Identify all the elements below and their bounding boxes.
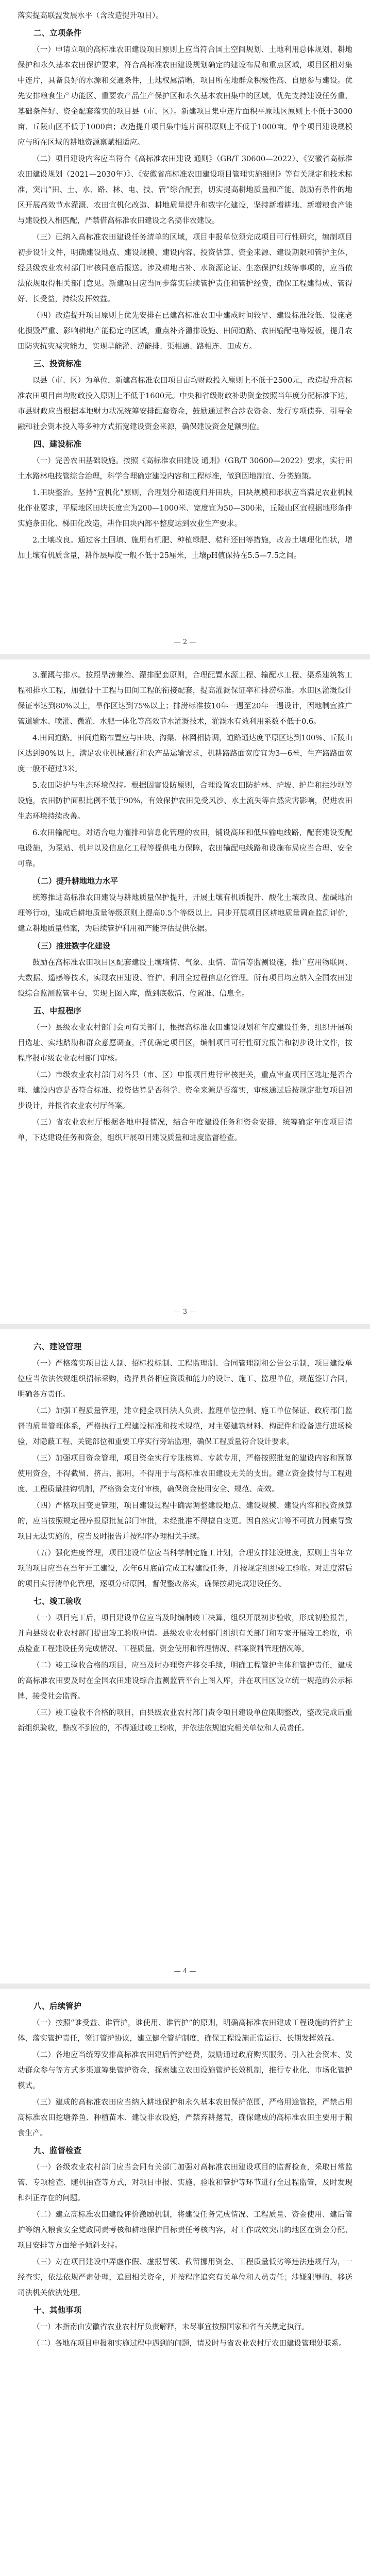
paragraph: 落实提高联盟发展水平（含改造提升项目）。 [18, 12, 163, 20]
section-heading: 五、申报程序 [33, 1006, 82, 1015]
section-heading: 八、后续管护 [33, 2002, 82, 2011]
paragraph: （三）加强项目资金管理，项目资金实行专账核算、专款专用，严格按照批复的建设内容和预算使用资金，不得截留、挤占、挪用，不得用于与高标准农田建设无关的支出。建立资金拨付与工程进度、工程质量挂钩机制，严格资金支付审核，确保资金使用安全、规范、高效。 [18, 1454, 352, 1494]
subsection-heading: （二）提升耕地地力水平 [33, 876, 119, 886]
paragraph: （三）已纳入高标准农田建设任务清单的区域，项目申报单位须完成项目可行性研究，编制项目初步设计文件，明确建设地点、建设规模、建设内容、投资估算、资金来源、建设期限和管护主体，经县级农业农村部门审核同意后报送。涉及耕地占补、水资源论证、生态保护红线等事项的，应当依法依规取得相关部门意见。新建项目应当同步落实后续管护责任和管护经费，确保工程建得成、管得好、长受益，持续发挥效益。 [18, 233, 352, 303]
paragraph: （五）强化进度管理，项目建设单位应当科学制定施工计划，合理安排建设进度，原则上当年立项的项目应当在当年开工建设，次年6月底前完成工程建设任务，并按规定组织竣工验收。对进度滞后的项目实行清单化管理，逐项分析原因，督促整改落实，确保按期完成建设任务。 [18, 1549, 352, 1588]
paragraph: （一）申请立项的高标准农田建设项目原则上应当符合国土空间规划、土地利用总体规划、耕地保护和永久基本农田保护要求，符合高标准农田建设规划确定的建设布局和重点区域，项目区相对集中连片，具备良好的水源和交通条件，土地权属清晰，项目所在地群众积极性高、自愿参与建设。优先安排粮食生产功能区、重要农产品生产保护区和永久基本农田集中的区域，优先支持建设任务重、基础条件好、资金配套落实的项目县（市、区）。新建项目集中连片面积平原地区原则上不低于3000亩、丘陵山区不低于1000亩；改造提升项目集中连片面积原则上不低于1000亩。单个项目建设规模应与所在区域的耕地资源禀赋相适应。 [18, 46, 352, 147]
page-number: — 2 — [174, 638, 196, 646]
section-heading: 九、监督检查 [33, 2146, 82, 2155]
section-heading: 十、其他事项 [33, 2306, 82, 2315]
paragraph: （二）各地在项目申报和实施过程中遇到的问题，请及时与省农业农村厅农田建设管理处联系。 [32, 2340, 346, 2348]
paragraph: 1.田块整治。坚持“宜机化”原则，合理划分和适度归并田块，田块规模和形状应当满足农业机械化作业要求，平原地区田块长度宜为200—1000米、宽度宜为50—300米，丘陵山区宜根据地形条件实施条田化、梯田化改造，耕作田块内部平整度达到农业生产要求。 [18, 489, 352, 528]
paragraph: （一）严格落实项目法人制、招标投标制、工程监理制、合同管理制和公告公示制，项目建设单位应当依法依规组织招标采购，选择具备相应资质和能力的设计、施工、监理单位，规范签订合同，明确各方责任。 [18, 1360, 352, 1399]
paragraph: 2.土壤改良。通过客土回填、施用有机肥、种植绿肥、秸秆还田等措施，改善土壤理化性状，增加土壤有机质含量，耕作层厚度一般不低于25厘米，土壤pH值保持在5.5—7.5之间。 [18, 536, 352, 560]
paragraph: （三）竣工验收不合格的项目，由县级农业农村部门责令项目建设单位限期整改，整改完成后重新组织验收，整改不到位的，不得通过竣工验收，并依法依规追究相关单位和人员责任。 [18, 1709, 352, 1733]
paragraph: 5.农田防护与生态环境保持。根据因害设防原则，合理设置农田防护林、护坡、护岸和拦沙坝等设施，农田防护面积比例不低于90%，有效保护农田免受风沙、水土流失等自然灾害影响，促进农田生态环境持续改善。 [18, 782, 352, 821]
page-body [18, 8, 352, 564]
paragraph: （二）各地应当统筹安排高标准农田建后管护经费，鼓励通过政府购买服务、引入社会资本、发动群众参与等方式多渠道筹集管护资金，探索建立农田设施管护长效机制，推行专业化、市场化管护模式。 [18, 2051, 352, 2090]
paragraph: （二）竣工验收合格的项目，应当及时办理资产移交手续，明确工程管护主体和管护责任，建成的高标准农田要及时在全国农田建设综合监测监管平台上图入库，并在项目区设立统一规范的公示标牌，接受社会监督。 [18, 1662, 352, 1701]
section-heading: 二、立项条件 [33, 28, 82, 38]
paragraph: （二）建立高标准农田建设评价激励机制，将建设任务完成情况、工程质量、资金使用、建后管护等纳入粮食安全党政同责考核和耕地保护目标责任考核内容，对工作成效突出的地区在资金分配、项目安排等方面给予倾斜支持。 [18, 2211, 352, 2250]
page-body [18, 668, 352, 1146]
paragraph: 以县（市、区）为单位，新建高标准农田项目亩均财政投入原则上不低于2500元，改造提升高标准农田项目亩均财政投入原则上不低于1600元。中央和省级财政补助资金按照当年度分配标准下达，市县财政应当根据本地财力状况统筹安排配套资金，鼓励通过整合涉农资金、发行专项债券、引导金融和社会资本投入等多种方式拓宽建设资金来源，确保建设资金足额到位。 [18, 377, 352, 431]
document-page [0, 659, 370, 1324]
page-body [18, 1338, 352, 1736]
paragraph: 4.田间道路。田间道路布置应与田块、沟渠、林网相协调，道路通达度平原区达到100%、丘陵山区达到90%以上，满足农业机械通行和农产品运输需求，机耕路路面宽度宜为3—6米，生产路路面宽度一般不超过3米。 [18, 734, 352, 773]
paragraph: （四）改造提升项目原则上优先安排在已建高标准农田中建成时间较早、建设标准较低、设施老化损毁严重、影响耕地产能稳定的区域，重点补齐灌排设施、田间道路、农田输配电等短板，提升农田防灾抗灾减灾能力，实现旱能灌、涝能排、渠相通、路相连、田成方。 [18, 312, 352, 351]
page-number: — 4 — [174, 1968, 196, 1975]
section-heading: 四、建设标准 [33, 439, 82, 449]
paragraph: （三）建成的高标准农田应当纳入耕地保护和永久基本农田保护范围，严格用途管控，严禁占用高标准农田挖塘养鱼、种植苗木、建设非农设施，严禁弃耕撂荒，确保建成的高标准农田主要用于粮食生产。 [18, 2098, 352, 2138]
paragraph: 统筹推进高标准农田建设与耕地质量保护提升，开展土壤有机质提升、酸化土壤改良、盐碱地治理等行动，建成后耕地质量等级原则上提高0.5个等级以上。同步开展项目区耕地质量调查监测评价，建立耕地质量档案，为后续管护利用和产能评估提供依据。 [18, 894, 352, 933]
document-page [0, 1329, 370, 1984]
paragraph: （一）各级农业农村部门应当会同有关部门加强对高标准农田建设项目的监督检查，采取日常监管、专项检查、随机抽查等方式，对项目申报、实施、验收和管护等环节进行全过程监管，及时发现和纠正存在的问题。 [18, 2163, 352, 2202]
paragraph: （一）本指南由安徽省农业农村厅负责解释，未尽事宜按照国家和省有关规定执行。 [32, 2323, 309, 2331]
paragraph: （三）对在项目建设中弄虚作假、虚报冒领、截留挪用资金、工程质量低劣等违法违规行为，一经查实，依法依规严肃处理，追回相关资金，并按程序追究有关单位和人员责任；涉嫌犯罪的，移送司法机关依法处理。 [18, 2258, 352, 2297]
paragraph: 6.农田输配电。对适合电力灌排和信息化管理的农田，铺设高压和低压输电线路，配套建设变配电设施，为泵站、机井以及信息化工程等提供电力保障，农田输配电线路和设施布局应当合理、安全可靠。 [18, 829, 352, 868]
section-heading: 三、投资标准 [33, 359, 82, 368]
section-heading: 七、竣工验收 [33, 1597, 82, 1606]
paragraph: （四）严格项目变更管理，项目建设过程中确需调整建设地点、建设规模、建设内容和投资预算的，应当按照规定程序报原批复部门审批，未经批准不得擅自变更。因自然灾害等不可抗力因素导致项目无法实施的，应当及时报告并按程序办理相关手续。 [18, 1502, 352, 1541]
paragraph: 鼓励在高标准农田项目区配套建设土壤墒情、气象、虫情、苗情等监测设施，推广应用物联网、大数据、遥感等技术，实现农田建设、管护、利用全过程信息化管理。所有项目均应纳入全国农田建设综合监测监管平台，实现上图入库，做到底数清、位置准、信息全。 [18, 959, 352, 998]
paragraph: （一）项目完工后，项目建设单位应当及时编制竣工决算，组织开展初步验收，形成初验报告，并向县级农业农村部门提出竣工验收申请。县级农业农村部门组织有关部门和专家开展竣工验收，重点检查工程建设任务完成情况、工程质量、资金使用和管理情况、档案资料管理情况等。 [18, 1614, 352, 1653]
paragraph: 3.灌溉与排水。按照旱涝兼治、灌排配套原则，合理配置水源工程、输配水工程、渠系建筑物工程和排水工程，加强骨干工程与田间工程的衔接配套，提高灌溉保证率和排涝标准。水田区灌溉设计保证率达到80%以上，旱作区达到75%以上；排涝标准按10年一遇至20年一遇设计，因地制宜推广管道输水、喷灌、微灌、水肥一体化等高效节水灌溉技术，灌溉水有效利用系数不低于0.6。 [18, 671, 352, 726]
section-heading: 六、建设管理 [33, 1342, 82, 1351]
document-page [0, 1989, 370, 2576]
paragraph: （三）省农业农村厅根据各地申报情况，结合年度建设任务和资金安排，统筹确定年度项目清单，下达建设任务和资金，组织开展项目建设质量和进度监督检查。 [18, 1118, 352, 1142]
subsection-heading: （三）推进数字化建设 [33, 941, 111, 951]
document-page [0, 0, 370, 654]
paragraph: （一）完善农田基础设施。按照《高标准农田建设 通则》（GB/T 30600—2022）要求，实行田土水路林电技管综合治理，科学合理确定建设内容和工程标准，做到因地制宜、分类施策。 [18, 457, 352, 481]
paragraph: （二）项目建设内容应当符合《高标准农田建设 通则》（GB/T 30600—2022）、《安徽省高标准农田建设规划（2021—2030年）》、《安徽省高标准农田建设项目管理实施细则》等有关规定和技术标准，突出“田、土、水、路、林、电、技、管”综合配套，切实提高耕地质量和产能。鼓励有条件的地区开展高效节水灌溉、农田宜机化改造、耕地质量提升和数字化建设，坚持新增耕地、新增粮食产能与建设投入相匹配，严禁借高标准农田建设之名搞非农建设。 [18, 155, 352, 225]
paragraph: （二）市级农业农村部门对各县（市、区）申报项目进行审核把关，重点审查项目区选址是否合理、建设内容是否符合标准、投资估算是否科学、资金来源是否落实，审核通过后按规定批复项目初步设计，并报省农业农村厅备案。 [18, 1071, 352, 1110]
paragraph: （一）县级农业农村部门会同有关部门，根据高标准农田建设规划和年度建设任务，组织开展项目选址、实地踏勘和群众意愿调查，择优确定项目区，编制项目可行性研究报告和初步设计文件，按程序报市级农业农村部门审核。 [18, 1024, 352, 1063]
page-number: — 3 — [174, 1308, 196, 1316]
paragraph: （二）加强工程质量管理，建立健全项目法人负责、监理单位控制、施工单位保证、政府部门监督的质量管理体系，严格执行工程建设标准和技术规范，对主要建筑材料、构配件和设备进行进场检验，对隐蔽工程、关键部位和重要工序实行旁站监理，确保工程质量符合设计要求。 [18, 1407, 352, 1446]
page-body [18, 1998, 352, 2351]
paragraph: （一）按照“谁受益、谁管护，谁使用、谁管护”的原则，明确高标准农田建成工程设施的管护主体，落实管护责任，签订管护协议，建立健全管护制度，确保工程设施正常运行、长期发挥效益。 [18, 2019, 352, 2043]
